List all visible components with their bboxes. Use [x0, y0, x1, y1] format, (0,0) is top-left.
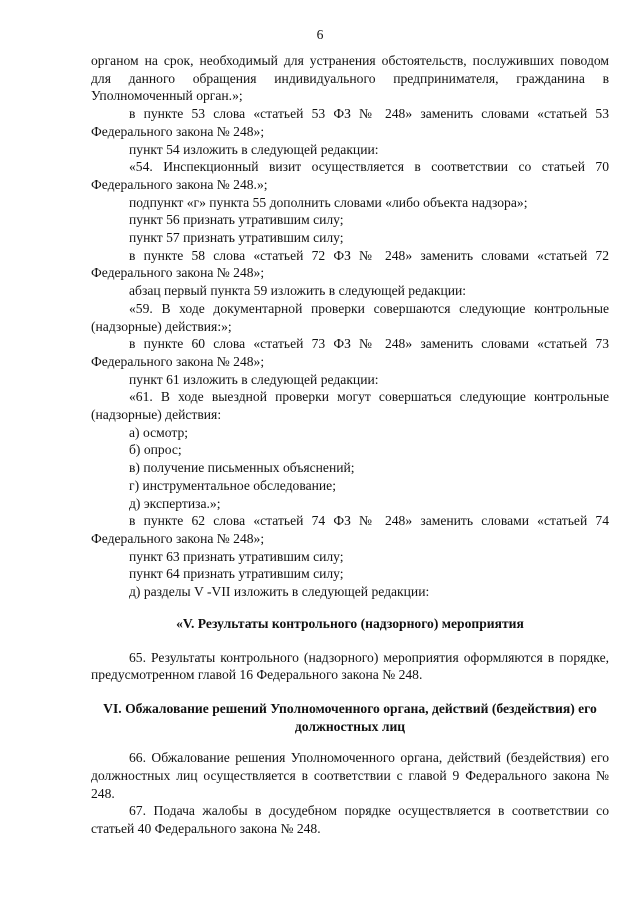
paragraph: в пункте 58 слова «статьей 72 ФЗ № 248» заменить словами «статьей 72 Федерального закона № 248»;: [91, 247, 609, 281]
paragraph: пункт 56 признать утратившим силу;: [129, 212, 344, 228]
section-heading: VI. Обжалование решений Уполномоченного органа, действий (бездействия) его должностных лиц: [103, 700, 597, 734]
paragraph: «61. В ходе выездной проверки могут совершаться следующие контрольные (надзорные) действия:: [91, 389, 609, 423]
paragraph: пункт 61 изложить в следующей редакции:: [129, 371, 379, 387]
paragraph: абзац первый пункта 59 изложить в следующей редакции:: [129, 283, 467, 299]
paragraph: г) инструментальное обследование;: [129, 477, 336, 493]
document-body: [91, 52, 609, 838]
paragraph: пункт 63 признать утратившим силу;: [129, 548, 344, 564]
paragraph: в пункте 62 слова «статьей 74 ФЗ № 248» заменить словами «статьей 74 Федерального закона № 248»;: [91, 513, 609, 546]
paragraph: пункт 57 признать утратившим силу;: [129, 230, 344, 246]
paragraph: в) получение письменных объяснений;: [129, 460, 355, 476]
paragraph: в пункте 53 слова «статьей 53 ФЗ № 248» заменить словами «статьей 53 Федерального закона № 248»;: [91, 106, 609, 139]
paragraph: «54. Инспекционный визит осуществляется в соответствии со статьей 70 Федерального закона № 248.»;: [91, 159, 609, 192]
page-number: 6: [316, 27, 324, 42]
paragraph: б) опрос;: [129, 442, 182, 458]
paragraph: 67. Подача жалобы в досудебном порядке осуществляется в соответствии со статьей 40 Федерального закона № 248.: [91, 803, 609, 837]
paragraph: д) разделы V -VII изложить в следующей редакции:: [129, 584, 430, 600]
paragraph: д) экспертиза.»;: [129, 495, 221, 511]
paragraph: подпункт «г» пункта 55 дополнить словами «либо объекта надзора»;: [129, 194, 528, 210]
paragraph: пункт 64 признать утратившим силу;: [129, 566, 344, 582]
paragraph: в пункте 60 слова «статьей 73 ФЗ № 248» заменить словами «статьей 73 Федерального закона № 248»;: [91, 336, 609, 369]
paragraph: «59. В ходе документарной проверки совершаются следующие контрольные (надзорные) действия:»;: [91, 300, 609, 334]
section-heading: «V. Результаты контрольного (надзорного) мероприятия: [176, 615, 524, 631]
paragraph: органом на срок, необходимый для устранения обстоятельств, послуживших поводом для данного обращения индивидуального предпринимателя, гражданина в Уполномоченный орган.»;: [91, 53, 609, 104]
paragraph: 66. Обжалование решения Уполномоченного органа, действий (бездействия) его должностных лиц осуществляется в соответствии с главой 9 Федерального закона № 248.: [91, 750, 609, 801]
paragraph: пункт 54 изложить в следующей редакции:: [129, 141, 379, 157]
paragraph: 65. Результаты контрольного (надзорного) мероприятия оформляются в порядке, предусмотренном главой 16 Федерального закона № 248.: [91, 649, 609, 683]
paragraph: а) осмотр;: [129, 424, 189, 440]
